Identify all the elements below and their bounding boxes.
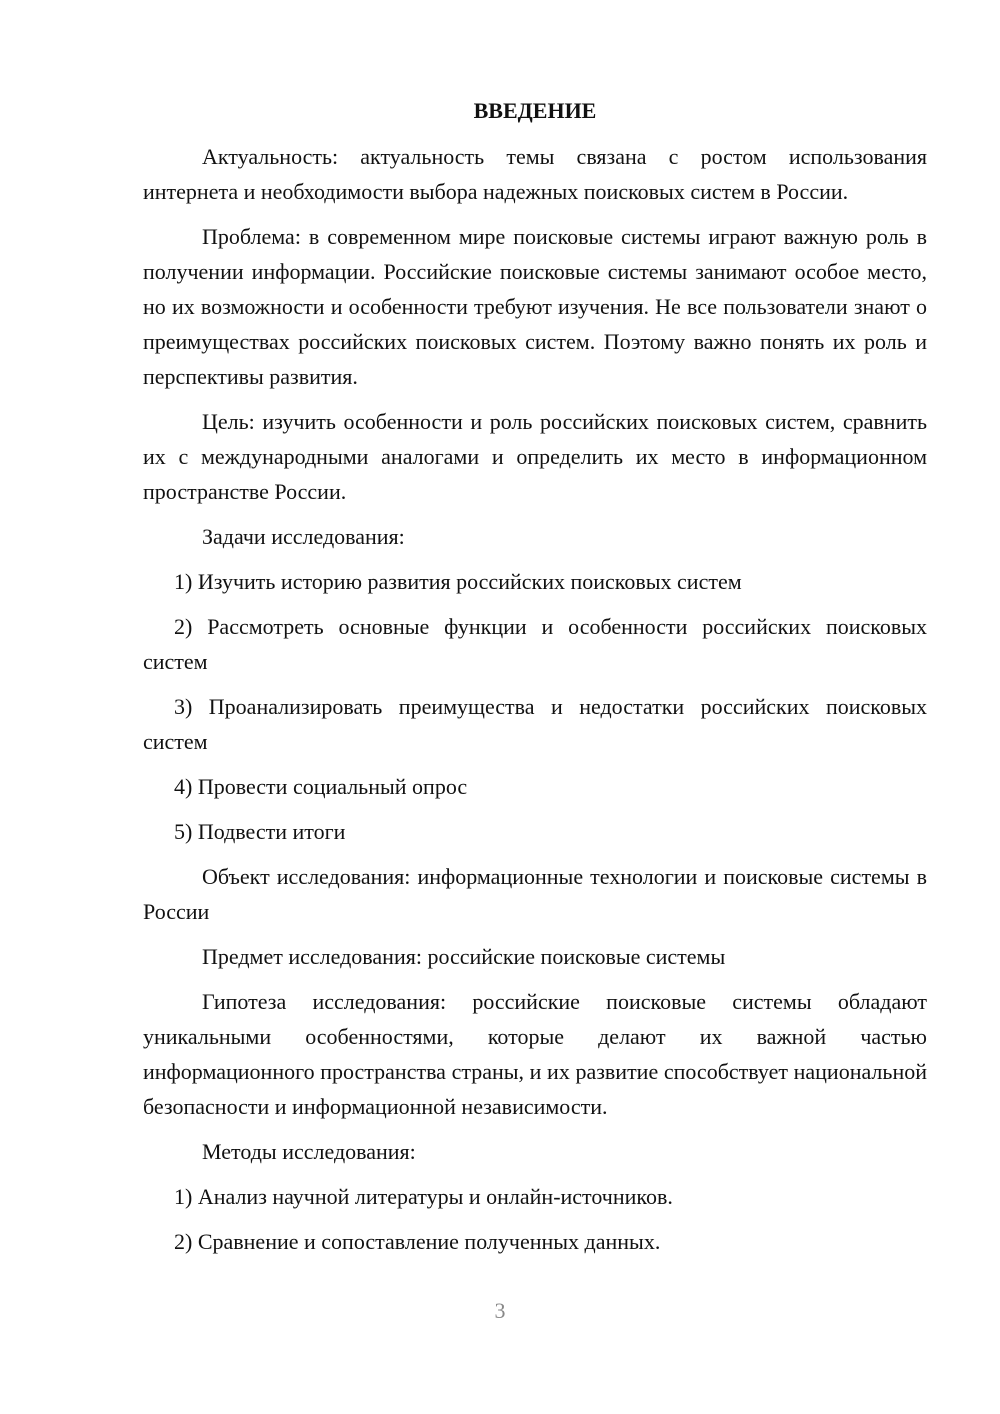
task-item: 2) Рассмотреть основные функции и особенности российских поисковых систем <box>143 614 927 674</box>
page-number: 3 <box>494 1298 506 1323</box>
relevance-paragraph: Актуальность: актуальность темы связана с ростом использования интернета и необходимости выбора надежных поисковых систем в России. <box>143 144 927 204</box>
section-title: ВВЕДЕНИЕ <box>473 98 597 123</box>
tasks-heading: Задачи исследования: <box>202 524 405 549</box>
hypothesis-paragraph: Гипотеза исследования: российские поисковые системы обладают уникальными особенностями, которые делают их важной частью информационного пространства страны, и их развитие способствует национальной безопасности и информационной независимости. <box>143 989 927 1119</box>
task-item: 3) Проанализировать преимущества и недостатки российских поисковых систем <box>143 694 927 754</box>
subject-paragraph: Предмет исследования: российские поисковые системы <box>202 944 726 969</box>
goal-paragraph: Цель: изучить особенности и роль российских поисковых систем, сравнить их с международными аналогами и определить их место в информационном пространстве России. <box>143 409 927 504</box>
method-item: 2) Сравнение и сопоставление полученных данных. <box>174 1229 661 1254</box>
object-paragraph: Объект исследования: информационные технологии и поисковые системы в России <box>143 864 927 924</box>
document-page <box>143 95 927 1269</box>
problem-paragraph: Проблема: в современном мире поисковые системы играют важную роль в получении информации. Российские поисковые системы занимают особое место, но их возможности и особенности требуют изучения. Не все пользователи знают о преимуществах российских поисковых систем. Поэтому важно понять их роль и перспективы развития. <box>143 224 927 389</box>
methods-heading: Методы исследования: <box>202 1139 416 1164</box>
task-item: 4) Провести социальный опрос <box>174 774 468 799</box>
task-item: 5) Подвести итоги <box>174 819 346 844</box>
method-item: 1) Анализ научной литературы и онлайн-источников. <box>174 1184 673 1209</box>
task-item: 1) Изучить историю развития российских поисковых систем <box>174 569 742 594</box>
